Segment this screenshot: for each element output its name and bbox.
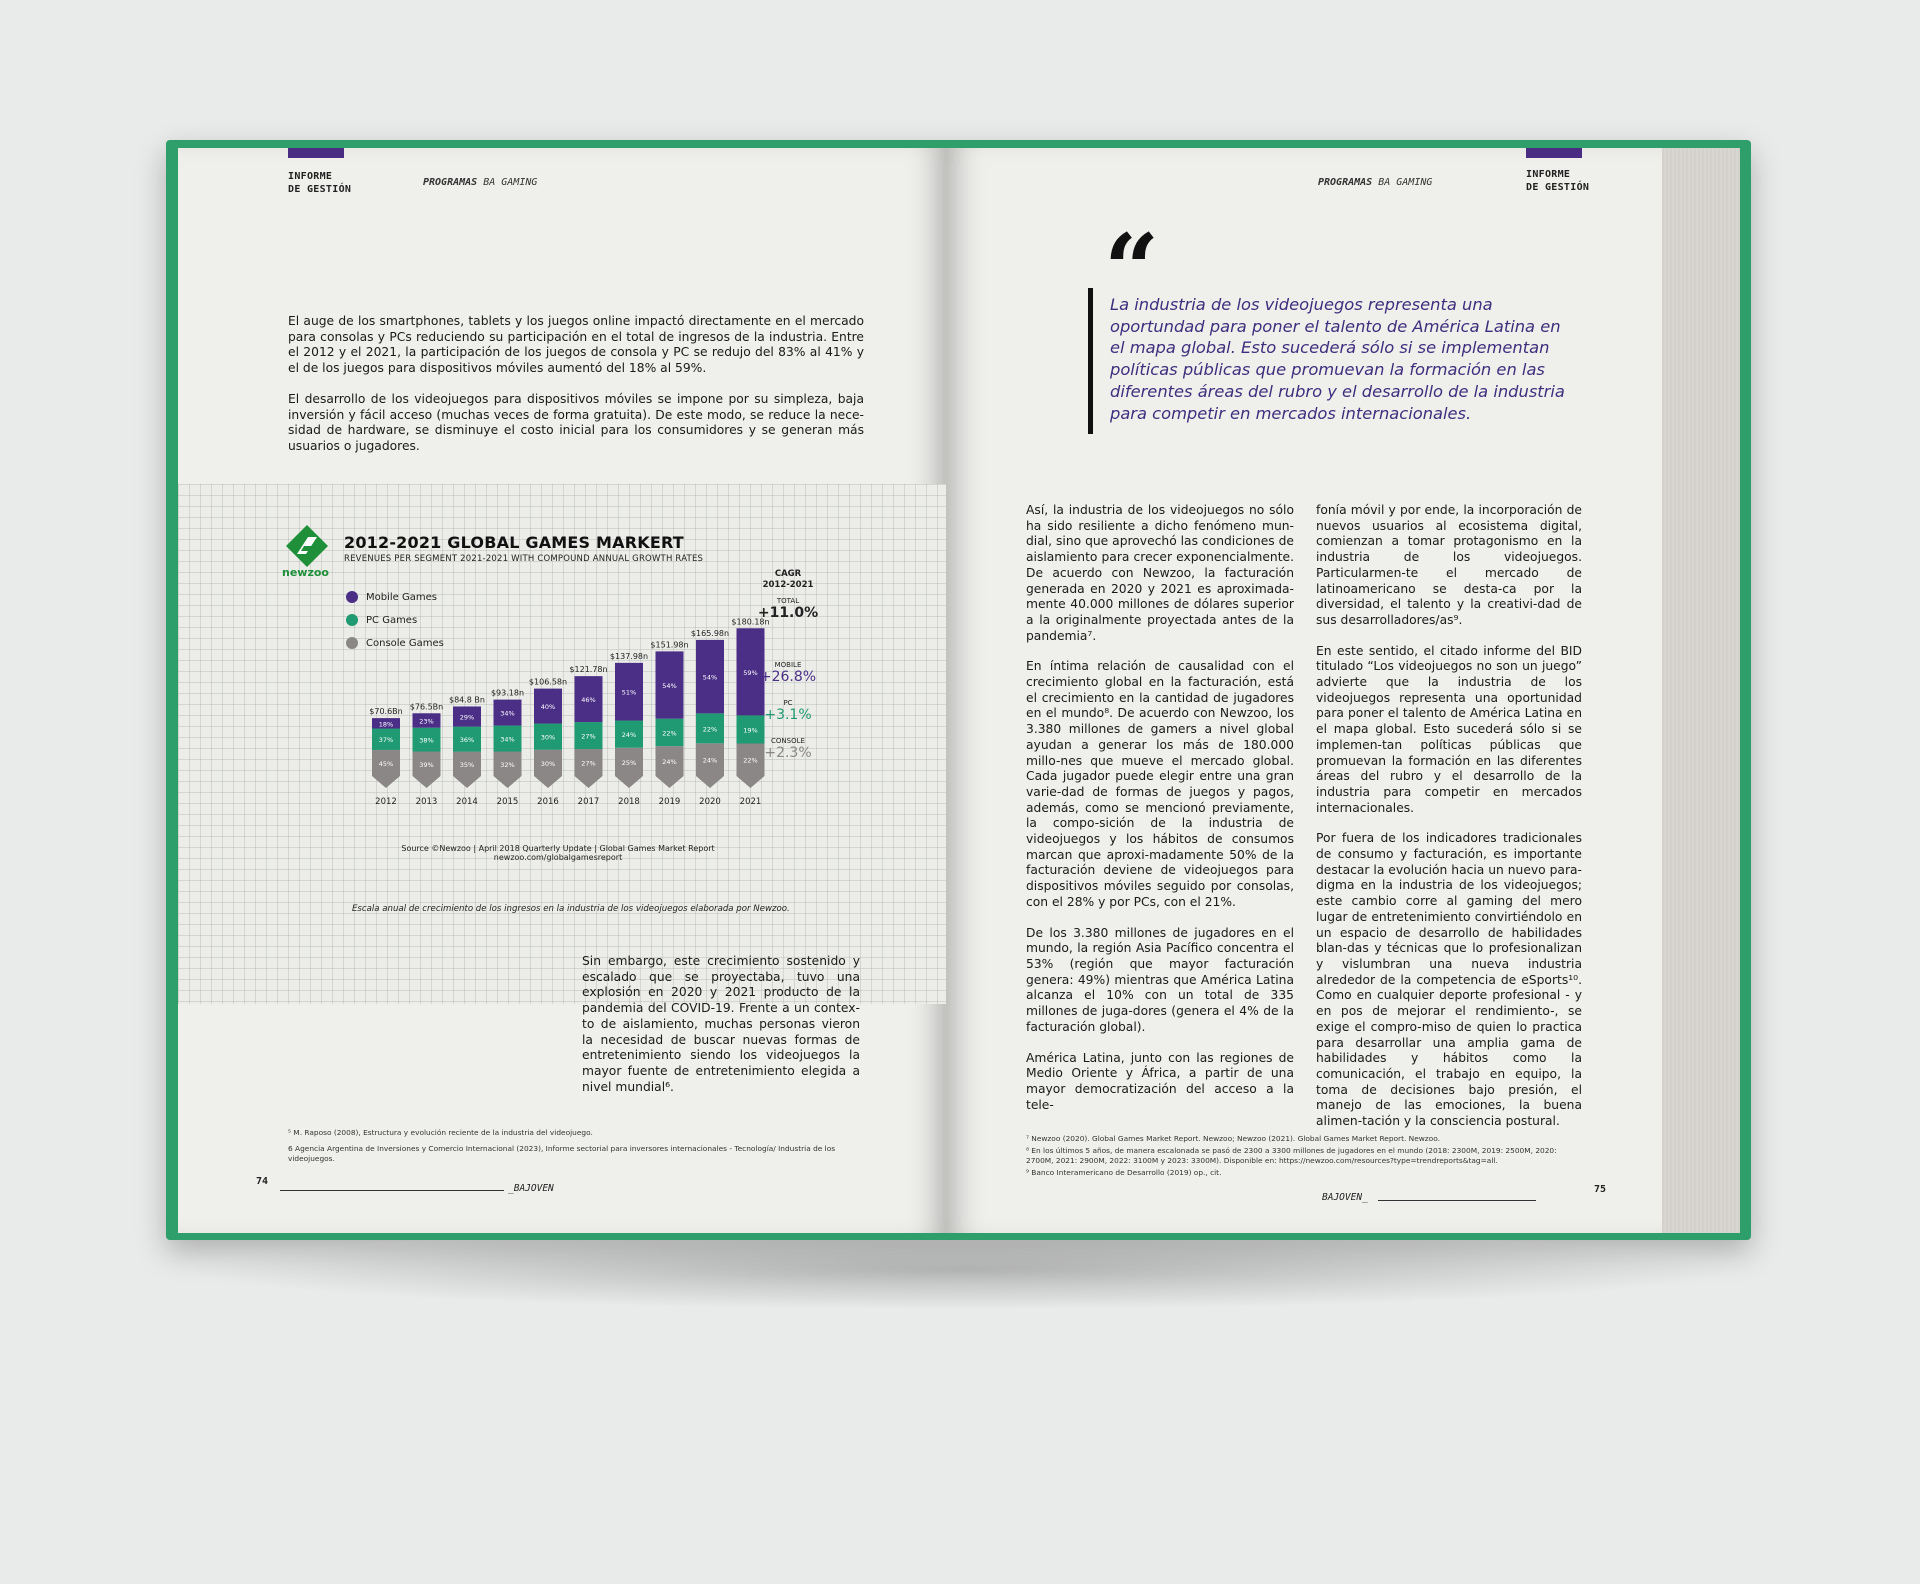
page-edges	[1660, 148, 1740, 1233]
column-paragraph: En íntima relación de causalidad con el crecimiento global en la facturación, está el crecimiento en la cantidad de jugadores en el mundo⁸. De acuerdo con Newzoo, los 3.380 millones de gamers a nivel global ayudan a generar los más de 180.000 millo-nes que mueve el mercado global. Cada jugador puede elegir entre una gran varie-dad de formas de juegos y pagos, además, como se mencionó previamente, la compo-sición de la industria de videojuegos y los hábitos de consumos marcan que aproxi-madamente 50% de la facturación deviene de videojuegos para dispositivos móviles seguido por consolas, con el 28% y por PCs, con el 21%.	[1026, 659, 1294, 909]
bar-total-label: $70.6Bn	[369, 707, 403, 717]
bar-segment-console	[494, 752, 522, 788]
bar-segment-label: 32%	[500, 760, 515, 769]
footer-rule	[280, 1190, 504, 1191]
bar-segment-label: 45%	[378, 759, 394, 768]
bottom-text	[582, 954, 860, 1110]
bar-segment-label: 27%	[581, 732, 596, 741]
bar-segment-label: 59%	[743, 668, 758, 677]
chart-source-line2: newzoo.com/globalgamesreport	[493, 853, 623, 862]
bar-segment-label: 46%	[581, 696, 596, 705]
header-section-label	[1526, 168, 1589, 194]
header-accent-bar	[1526, 148, 1582, 158]
footnote-5: ⁵ M. Raposo (2008), Estructura y evolución reciente de la industria del videojuego.	[288, 1128, 593, 1137]
bottom-paragraph: Sin embargo, este crecimiento sostenido y escalado que se proyectaba, tuvo una explosión en 2020 y 2021 producto de la pandemia del COVID-19. Frente a un contex-to de aislamiento, muchas personas vieron la necesidad de buscar nuevas formas de entretenimiento siendo los videojuegos la mayor fuente de entretenimiento elegida a nivel mundial⁶.	[582, 954, 860, 1094]
x-tick-label: 2018	[618, 797, 640, 807]
book-shadow	[180, 1230, 1740, 1310]
column-paragraph: De los 3.380 millones de jugadores en el mundo, la región Asia Pacífico concentra el 53% (región que mayor facturación genera: 49%) mientras que América Latina alcanza el 10% con un total de 335 millones de juga-dores (genera el 4% de la facturación global).	[1026, 925, 1294, 1034]
cagr-total-value: +11.0%	[757, 605, 819, 621]
bar-total-label: $121.78n	[569, 665, 608, 675]
bar-segment-label: 39%	[419, 760, 434, 769]
bar-segment-label: 18%	[378, 720, 394, 729]
footnote-8: ⁸ En los últimos 5 años, de manera escalonada se pasó de 2300 a 3300 millones de jugadores en el mundo (2018: 2300M, 2019: 2500M, 2020: 2700M, 2021: 2900M, 2022: 3100M y 2023: 3300M). Disponible en: https://newzoo.com/resources?type=trendreports&tag=all.	[1026, 1146, 1557, 1165]
bar-segment-label: 22%	[662, 729, 677, 738]
header-label-line2: DE GESTIÓN	[288, 184, 352, 195]
cagr-mobile-value: +26.8%	[759, 669, 817, 685]
chart-source-line1: Source ©Newzoo | April 2018 Quarterly Update | Global Games Market Report	[401, 844, 715, 853]
column-paragraph: Por fuera de los indicadores tradicionales de consumo y facturación, es importante destacar la evolución hacia un nuevo para-digma en la industria de los videojuegos; este cambio corre al gaming del mero lugar de entretenimiento convirtiéndolo en un espacio de desarrollo de habilidades blan-das y técnicas que lo profesionalizan y vislumbran una nueva industria alrededor de la competencia de eSports¹⁰. Como en cualquier deporte profesional - y en pos de mejorar el rendimiento-, se exige el compro-miso de quien lo practica para desarrollar una amplia gama de habilidades y hábitos como la comunicación, el trabajo en equipo, la toma de decisiones bajo presión, el manejo de las emociones, la buena alimen-tación y la consciencia postural.	[1316, 831, 1582, 1129]
bar-total-label: $76.5Bn	[409, 702, 444, 712]
bar-total-label: $84.8 Bn	[448, 695, 486, 705]
header-accent-bar	[288, 148, 344, 158]
footnote-6: 6 Agencia Argentina de Inversiones y Comercio Internacional (2023), Informe sectorial para inversores internacionales - Tecnología/ Industria de los videojuegos.	[288, 1144, 836, 1163]
x-tick-label: 2012	[375, 797, 397, 807]
legend-dot	[346, 591, 358, 603]
cagr-mobile-label: MOBILE	[774, 661, 802, 669]
right-page	[946, 148, 1662, 1233]
footnote-9: ⁹ Banco Interamericano de Desarrollo (2019) op., cit.	[1026, 1168, 1222, 1177]
bar-segment-label: 36%	[459, 736, 475, 745]
bar-total-label: $151.98n	[650, 640, 689, 650]
header-label-line1: INFORME	[1526, 169, 1571, 180]
bar-segment-label: 24%	[621, 731, 637, 740]
page-number: 75	[1594, 1184, 1607, 1195]
text-column-1	[1026, 503, 1294, 1128]
footer-brand: BAJOVEN_	[1322, 1192, 1368, 1203]
bar-segment-label: 22%	[702, 725, 718, 734]
bar-total-label: $180.18n	[731, 617, 770, 627]
x-tick-label: 2017	[577, 797, 600, 807]
bar-segment-console	[413, 752, 441, 788]
bar-total-label: $137.98n	[609, 651, 649, 661]
bar-segment-label: 29%	[459, 713, 475, 722]
left-page	[178, 148, 946, 1233]
newzoo-logo	[284, 524, 330, 584]
bar-segment-console	[615, 748, 643, 788]
header-section-label	[288, 170, 351, 196]
legend-label: Mobile Games	[366, 591, 437, 603]
bar-segment-console	[453, 752, 481, 788]
bar-segment-label: 54%	[702, 673, 718, 682]
header-label-line1: INFORME	[288, 171, 333, 182]
x-tick-label: 2014	[456, 797, 478, 807]
intro-paragraph: El desarrollo de los videojuegos para dispositivos móviles se impone por su simpleza, baja inversión y fácil acceso (muchas veces de forma gratuita). De este modo, se reduce la nece-sidad de hardware, se disminuye el costo inicial para los consumidores y se generan más usuarios o jugadores.	[288, 391, 864, 453]
text-column-2	[1316, 503, 1582, 1145]
x-tick-label: 2019	[658, 797, 681, 807]
bar-segment-label: 24%	[662, 758, 677, 767]
bar-segment-label: 24%	[702, 756, 718, 765]
cagr-block	[748, 569, 828, 761]
bar-segment-label: 30%	[540, 733, 556, 742]
cagr-console-value: +2.3%	[764, 745, 812, 761]
bar-segment-label: 38%	[419, 736, 434, 745]
chart-source	[378, 844, 738, 862]
quote-bar	[1088, 288, 1093, 434]
bar-segment-label: 51%	[621, 688, 637, 697]
quote-mark-icon: “	[1104, 213, 1160, 326]
column-paragraph: fonía móvil y por ende, la incorporación de nuevos usuarios al ecosistema digital, comienzan a tomar protagonismo en la industria de los videojuegos. Particularmen-te el mercado de latinoamericano se desta-ca por la diversidad, el talento y la creativi-dad de sus desarrolladores/as⁹.	[1316, 503, 1582, 627]
cagr-console-label: CONSOLE	[771, 737, 805, 745]
cagr-title: CAGR	[774, 569, 802, 579]
header-label-line2: DE GESTIÓN	[1526, 182, 1590, 193]
pull-quote: La industria de los videojuegos representa una oportundad para poner el talento de América Latina en el mapa global. Esto sucederá sólo si se implementan políticas públicas que promuevan la formación en las diferentes áreas del rubro y el desarrollo de la industria para competir en mercados internacionales.	[1110, 295, 1565, 423]
chart-title: 2012-2021 GLOBAL GAMES MARKERT	[344, 533, 684, 552]
legend-label: Console Games	[366, 637, 444, 649]
bar-segment-label: 35%	[459, 760, 475, 769]
footnote-7: ⁷ Newzoo (2020). Global Games Market Report. Newzoo; Newzoo (2021). Global Games Market Report. Newzoo.	[1026, 1134, 1440, 1143]
intro-paragraph: El auge de los smartphones, tablets y los juegos online impactó directamente en el mercado para consolas y PCs reduciendo su participación en el total de ingresos de la industria. Entre el 2012 y el 2021, la participación de los juegos de consola y PC se redujo del 83% al 41% y el de los juegos para dispositivos móviles aumentó del 18% al 59%.	[288, 314, 864, 376]
bar-segment-label: 22%	[743, 756, 758, 765]
header-program	[1318, 177, 1432, 188]
bar-segment-label: 27%	[581, 759, 596, 768]
cagr-pc-label: PC	[783, 699, 793, 707]
chart-subtitle: REVENUES PER SEGMENT 2021-2021 WITH COMPOUND ANNUAL GROWTH RATES	[344, 554, 704, 564]
bar-segment-console	[372, 750, 400, 788]
x-tick-label: 2016	[537, 797, 559, 807]
cagr-pc-value: +3.1%	[764, 707, 812, 723]
header-program	[423, 177, 537, 188]
legend-mobile	[346, 591, 437, 603]
bar-segment-label: 37%	[378, 736, 394, 745]
column-paragraph: Así, la industria de los videojuegos no sólo ha sido resiliente a dicho fenómeno mun-dial, sino que aprovechó las condiciones de aislamiento para crecer exponencialmente. De acuerdo con Newzoo, la facturación generada en 2020 y 2021 es aproximada-mente 40.000 millones de dólares superior a la originalmente proyectada antes de la pandemia⁷.	[1026, 503, 1294, 643]
footer-rule	[1378, 1200, 1536, 1201]
bar-segment-console	[696, 743, 724, 788]
x-tick-label: 2020	[699, 797, 721, 807]
bar-segment-label: 34%	[500, 709, 515, 718]
page-number: 74	[256, 1176, 269, 1187]
bar-segment-console	[534, 750, 562, 788]
header-program-rest: BA GAMING	[1372, 177, 1433, 188]
bar-segment-console	[575, 749, 603, 788]
header-program-bold: PROGRAMAS	[423, 177, 478, 188]
stacked-bar-chart	[328, 608, 778, 830]
header-program-bold: PROGRAMAS	[1318, 177, 1373, 188]
bar-total-label: $106.58n	[528, 677, 568, 687]
intro-text	[288, 314, 864, 470]
bar-segment-console	[656, 746, 684, 788]
bar-segment-label: 30%	[540, 759, 556, 768]
bar-segment-label: 34%	[500, 735, 515, 744]
bar-segment-label: 23%	[419, 717, 434, 726]
x-tick-label: 2015	[496, 797, 519, 807]
column-paragraph: América Latina, junto con las regiones de Medio Oriente y África, a partir de una mayor democratización del acceso a la tele-	[1026, 1050, 1294, 1112]
legend-label: PC Games	[366, 614, 418, 626]
bar-total-label: $93.18n	[490, 688, 525, 698]
header-program-rest: BA GAMING	[477, 177, 538, 188]
bar-segment-label: 54%	[662, 682, 677, 691]
x-tick-label: 2021	[739, 797, 762, 807]
bar-segment-label: 19%	[743, 726, 758, 735]
bar-segment-label: 40%	[540, 703, 556, 712]
footer-brand: _BAJOVEN	[508, 1183, 554, 1194]
x-tick-label: 2013	[415, 797, 438, 807]
chart-caption: Escala anual de crecimiento de los ingresos en la industria de los videojuegos elaborada por Newzoo.	[352, 904, 790, 914]
newzoo-wordmark: newzoo	[282, 566, 329, 579]
bar-segment-label: 25%	[621, 758, 637, 767]
cagr-total-label: TOTAL	[776, 597, 800, 605]
newzoo-logo-icon	[284, 524, 330, 568]
column-paragraph: En este sentido, el citado informe del BID titulado “Los videojuegos no son un juego” advierte que la industria de los videojuegos representa una oportunidad para poner el talento de América Latina en el mapa global. Esto sucederá sólo si se implemen-tan políticas públicas que promuevan la formación en las diferentes áreas del rubro y el desarrollo de la industria para competir en mercados internacionales.	[1316, 643, 1582, 815]
bar-total-label: $165.98n	[690, 628, 730, 638]
cagr-period: 2012-2021	[762, 580, 814, 590]
